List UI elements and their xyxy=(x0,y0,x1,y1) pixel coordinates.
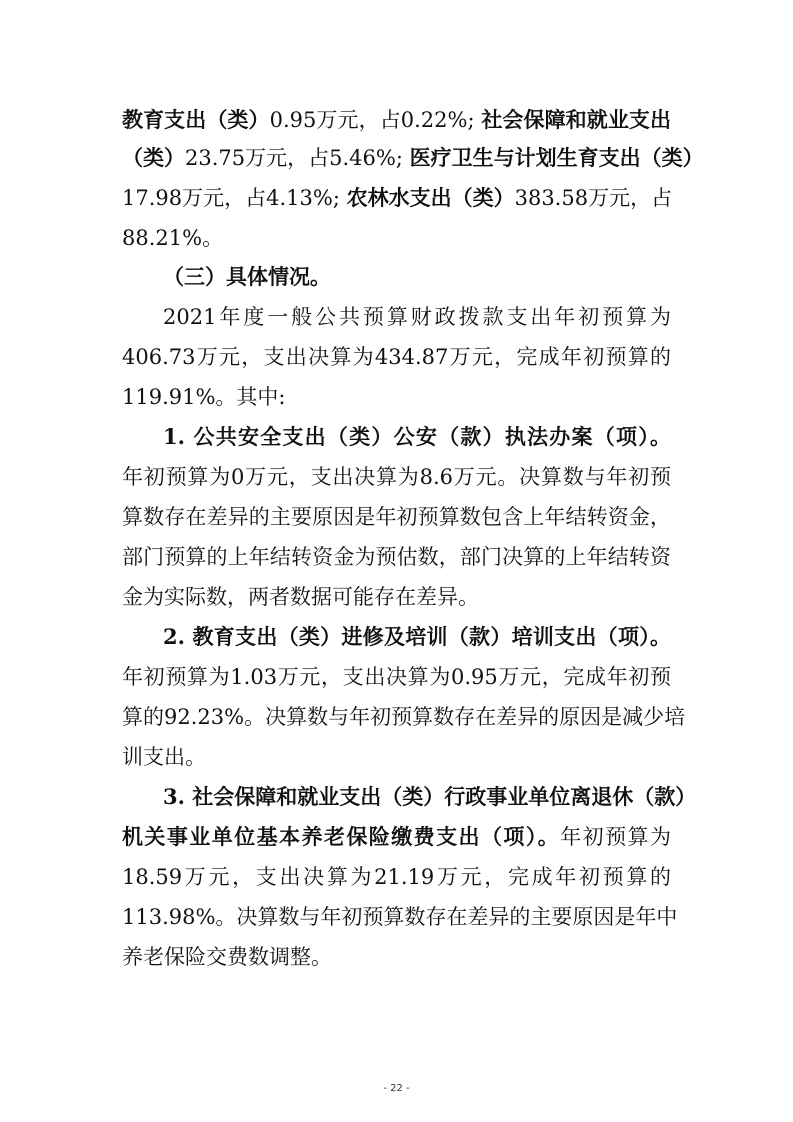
page-number: - 22 - xyxy=(383,1083,410,1094)
text-line xyxy=(122,817,671,857)
text-segment: 17.98万元，占4.13%; xyxy=(122,186,347,210)
text-segment: 训支出。 xyxy=(122,745,206,769)
text-line xyxy=(122,657,671,697)
text-line xyxy=(122,377,286,417)
text-segment: 年初预算为 xyxy=(560,825,671,849)
text-line xyxy=(122,857,671,897)
text-segment: 年初预算为1.03万元，支出决算为0.95万元，完成年初预 xyxy=(122,665,671,689)
text-line xyxy=(122,138,704,178)
text-segment: 113.98%。决算数与年初预算数存在差异的主要原因是年中 xyxy=(122,905,678,929)
bold-text-segment: 教育支出（类） xyxy=(122,107,270,132)
text-line xyxy=(122,897,678,937)
text-segment: 部门预算的上年结转资金为预估数，部门决算的上年结转资 xyxy=(122,545,671,569)
bold-text-segment: 医疗卫生与计划生育支出（类） xyxy=(409,145,704,170)
text-line xyxy=(163,617,671,657)
text-segment: 算数存在差异的主要原因是年初预算数包含上年结转资金， xyxy=(122,505,671,529)
text-line xyxy=(122,178,671,218)
text-segment: 0.95万元，占0.22%; xyxy=(269,108,482,132)
bold-text-segment: 2. 教育支出（类）进修及培训（款）培训支出（项）。 xyxy=(163,624,671,649)
text-line xyxy=(122,537,671,577)
text-line xyxy=(163,257,331,297)
text-segment: 23.75万元，占5.46%; xyxy=(185,146,410,170)
text-line xyxy=(163,297,671,337)
text-segment: 年初预算为0万元，支出决算为8.6万元。决算数与年初预 xyxy=(122,465,671,489)
bold-text-segment: 机关事业单位基本养老保险缴费支出（项）。 xyxy=(122,824,561,849)
text-line xyxy=(122,577,479,617)
text-line xyxy=(163,417,671,457)
text-segment: 406.73万元，支出决算为434.87万元，完成年初预算的 xyxy=(122,345,671,369)
text-segment: 养老保险交费数调整。 xyxy=(122,945,332,969)
text-line xyxy=(122,937,332,977)
text-line xyxy=(122,737,206,777)
text-line xyxy=(122,457,671,497)
text-segment: 88.21%。 xyxy=(122,226,224,250)
text-line xyxy=(122,218,223,258)
text-segment: 18.59万元，支出决算为21.19万元，完成年初预算的 xyxy=(122,865,671,889)
text-line xyxy=(122,697,686,737)
bold-text-segment: 社会保障和就业支出 xyxy=(481,107,671,132)
text-segment: 金为实际数，两者数据可能存在差异。 xyxy=(122,585,479,609)
bold-text-segment: （类） xyxy=(122,145,185,170)
text-segment: 算的92.23%。决算数与年初预算数存在差异的原因是减少培 xyxy=(122,705,686,729)
text-line xyxy=(122,337,671,377)
text-segment: 119.91%。其中: xyxy=(122,385,286,409)
bold-text-segment: 农林水支出（类） xyxy=(346,185,515,210)
text-line xyxy=(122,100,671,140)
text-line xyxy=(122,497,671,537)
bold-text-segment: （三）具体情况。 xyxy=(163,264,331,289)
bold-text-segment: 3. 社会保障和就业支出（类）行政事业单位离退休（款） xyxy=(163,784,697,809)
text-segment: 383.58万元，占 xyxy=(514,186,673,210)
text-segment: 2021年度一般公共预算财政拨款支出年初预算为 xyxy=(163,305,671,329)
bold-text-segment: 1. 公共安全支出（类）公安（款）执法办案（项）。 xyxy=(163,424,671,449)
text-line xyxy=(163,777,697,817)
